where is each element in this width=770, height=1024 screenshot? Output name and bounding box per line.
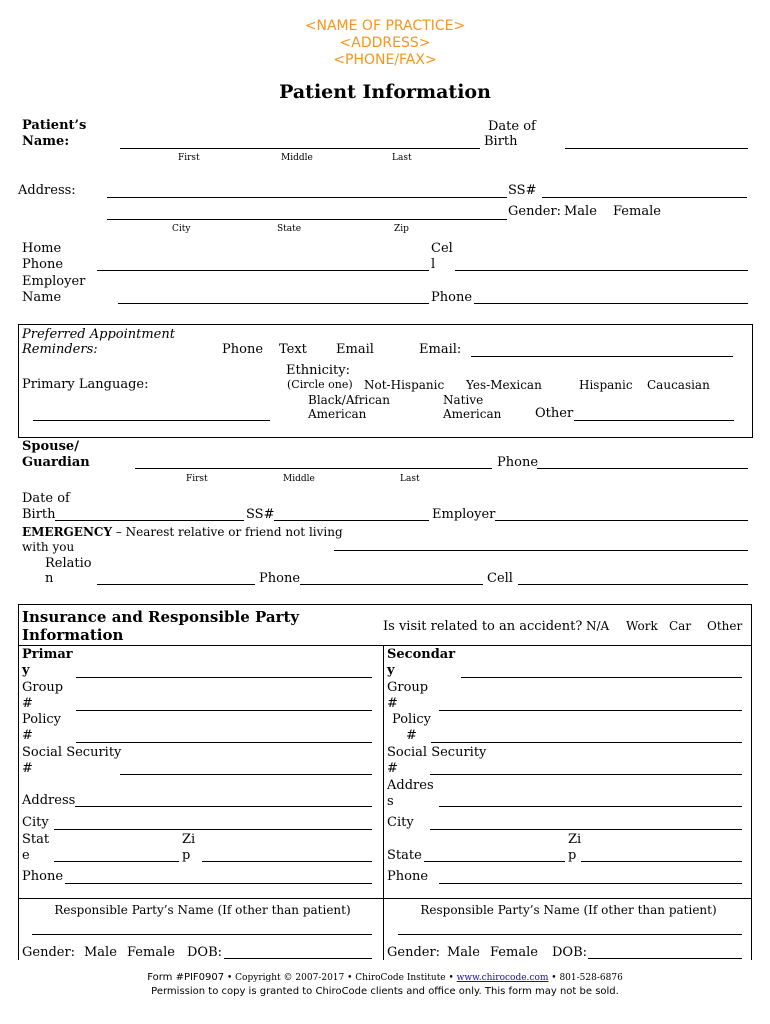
dob-label-2: Birth bbox=[484, 134, 518, 149]
primary-state-label: Stat bbox=[22, 832, 50, 847]
state-caption: State bbox=[277, 224, 302, 234]
patient-name-label-2: Name: bbox=[22, 134, 70, 149]
patient-name-field[interactable] bbox=[120, 148, 480, 149]
accident-question: Is visit related to an accident? bbox=[383, 619, 583, 634]
primary-ssn-label-2: # bbox=[22, 761, 33, 776]
home-phone-field[interactable] bbox=[97, 270, 429, 271]
address-label: Address: bbox=[18, 183, 76, 198]
secondary-dob-label: DOB: bbox=[552, 945, 588, 960]
accident-car-option[interactable]: Car bbox=[669, 619, 692, 633]
cell-label: Cel bbox=[431, 241, 453, 256]
email-field[interactable] bbox=[471, 356, 733, 357]
primary-zip-field[interactable] bbox=[202, 861, 372, 862]
primary-insurer-field[interactable] bbox=[76, 677, 372, 678]
secondary-ssn-label-2: # bbox=[387, 761, 398, 776]
primary-gender-label: Gender: bbox=[22, 945, 76, 960]
spouse-dob-label-2: Birth bbox=[22, 507, 56, 522]
ss-label: SS# bbox=[508, 183, 537, 198]
address-line-2[interactable] bbox=[107, 219, 507, 220]
primary-group-label: Group bbox=[22, 680, 64, 695]
ethnicity-black-african[interactable]: Black/African bbox=[308, 393, 390, 407]
zip-caption: Zip bbox=[394, 224, 409, 234]
ethnicity-native-american[interactable]: Native bbox=[443, 393, 484, 407]
language-field[interactable] bbox=[33, 420, 270, 421]
insurance-resp-divider bbox=[18, 898, 752, 899]
secondary-address-label-2: s bbox=[387, 794, 394, 809]
secondary-state-label: State bbox=[387, 848, 422, 863]
practice-phone-fax: <PHONE/FAX> bbox=[333, 52, 437, 68]
spouse-middle-caption: Middle bbox=[283, 474, 315, 484]
spouse-dob-field[interactable] bbox=[55, 520, 244, 521]
primary-gender-male[interactable]: Male bbox=[84, 945, 117, 960]
accident-na-option[interactable]: N/A bbox=[586, 619, 610, 633]
primary-policy-field[interactable] bbox=[76, 742, 372, 743]
cell-field[interactable] bbox=[455, 270, 748, 271]
primary-ssn-field[interactable] bbox=[120, 774, 372, 775]
secondary-group-field[interactable] bbox=[439, 710, 742, 711]
accident-other-option[interactable]: Other bbox=[707, 619, 743, 633]
emergency-heading: EMERGENCY – Nearest relative or friend not living bbox=[22, 525, 343, 539]
primary-address-label: Address bbox=[22, 793, 76, 808]
primary-address-field[interactable] bbox=[75, 806, 372, 807]
secondary-group-label: Group bbox=[387, 680, 429, 695]
last-caption: Last bbox=[392, 153, 412, 163]
primary-city-field[interactable] bbox=[54, 829, 372, 830]
middle-caption: Middle bbox=[281, 153, 313, 163]
primary-dob-label: DOB: bbox=[187, 945, 223, 960]
primary-dob-field[interactable] bbox=[224, 958, 372, 959]
spouse-phone-field[interactable] bbox=[537, 468, 748, 469]
employer-label: Employer bbox=[22, 274, 86, 289]
employer-label-2: Name bbox=[22, 290, 62, 305]
secondary-address-label: Addres bbox=[387, 778, 434, 793]
gender-male-option[interactable]: Male bbox=[564, 204, 597, 219]
first-caption: First bbox=[178, 153, 200, 163]
primary-policy-label-2: # bbox=[22, 728, 33, 743]
secondary-policy-label-2: # bbox=[406, 728, 417, 743]
dob-field[interactable] bbox=[565, 148, 748, 149]
primary-responsible-label: Responsible Party’s Name (If other than patient) bbox=[54, 903, 351, 917]
accident-work-option[interactable]: Work bbox=[626, 619, 658, 633]
email-label: Email: bbox=[419, 342, 462, 357]
spouse-label-2: Guardian bbox=[22, 455, 90, 470]
primary-zip-label: Zi bbox=[182, 832, 196, 847]
primary-group-label-2: # bbox=[22, 696, 33, 711]
ethnicity-other-field[interactable] bbox=[574, 420, 734, 421]
ss-field[interactable] bbox=[542, 197, 747, 198]
spouse-ss-field[interactable] bbox=[274, 520, 429, 521]
primary-heading-2: y bbox=[22, 663, 30, 678]
home-phone-label-2: Phone bbox=[22, 257, 64, 272]
emergency-cell-label: Cell bbox=[487, 571, 513, 586]
ethnicity-black-african-2[interactable]: American bbox=[308, 407, 367, 421]
relation-label: Relatio bbox=[45, 556, 92, 571]
emergency-phone-label: Phone bbox=[259, 571, 301, 586]
secondary-ssn-field[interactable] bbox=[430, 774, 742, 775]
employer-phone-field[interactable] bbox=[474, 303, 748, 304]
practice-address: <ADDRESS> bbox=[339, 35, 431, 51]
spouse-label: Spouse/ bbox=[22, 439, 79, 454]
secondary-zip-label: Zi bbox=[568, 832, 582, 847]
employer-field[interactable] bbox=[118, 303, 429, 304]
primary-responsible-field[interactable] bbox=[32, 934, 372, 935]
emergency-contact-field[interactable] bbox=[334, 550, 748, 551]
ethnicity-yes-mexican[interactable]: Yes-Mexican bbox=[466, 378, 542, 392]
practice-name: <NAME OF PRACTICE> bbox=[304, 18, 466, 34]
spouse-phone-label: Phone bbox=[497, 455, 539, 470]
gender-label: Gender: bbox=[508, 204, 562, 219]
secondary-zip-label-2: p bbox=[568, 848, 577, 863]
ethnicity-native-american-2[interactable]: American bbox=[443, 407, 502, 421]
emergency-phone-field[interactable] bbox=[300, 584, 483, 585]
spouse-first-caption: First bbox=[186, 474, 208, 484]
secondary-city-label: City bbox=[387, 815, 414, 830]
spouse-name-field[interactable] bbox=[135, 468, 492, 469]
primary-phone-label: Phone bbox=[22, 869, 64, 884]
secondary-gender-female[interactable]: Female bbox=[490, 945, 538, 960]
primary-policy-label: Policy bbox=[22, 712, 61, 727]
primary-group-field[interactable] bbox=[76, 710, 372, 711]
insurance-header-divider bbox=[18, 645, 752, 646]
secondary-ssn-label: Social Security bbox=[387, 745, 487, 760]
primary-city-label: City bbox=[22, 815, 49, 830]
insurance-title-2: Information bbox=[22, 626, 124, 644]
footer-website-link[interactable]: www.chirocode.com bbox=[456, 973, 549, 983]
secondary-responsible-label: Responsible Party’s Name (If other than patient) bbox=[420, 903, 717, 917]
city-caption: City bbox=[172, 224, 191, 234]
ethnicity-hispanic[interactable]: Hispanic bbox=[579, 378, 633, 392]
primary-state-field[interactable] bbox=[54, 861, 179, 862]
secondary-policy-field[interactable] bbox=[431, 742, 742, 743]
employer-phone-label: Phone bbox=[431, 290, 473, 305]
secondary-insurer-field[interactable] bbox=[461, 677, 742, 678]
primary-zip-label-2: p bbox=[182, 848, 191, 863]
cell-label-2: l bbox=[431, 257, 436, 272]
gender-female-option[interactable]: Female bbox=[613, 204, 661, 219]
ethnicity-label: Ethnicity: bbox=[286, 363, 351, 378]
footer-copyright: Form #PIF0907 • Copyright © 2007-2017 • ChiroCode Institute • www.chirocode.com • 801-528-6876 bbox=[147, 972, 623, 983]
page-title: Patient Information bbox=[279, 81, 491, 103]
circle-one-note: (Circle one) bbox=[287, 378, 353, 391]
insurance-title: Insurance and Responsible Party bbox=[22, 608, 300, 626]
secondary-group-label-2: # bbox=[387, 696, 398, 711]
emergency-heading-2: with you bbox=[22, 540, 75, 554]
secondary-heading-2: y bbox=[387, 663, 395, 678]
secondary-gender-label: Gender: bbox=[387, 945, 441, 960]
primary-gender-female[interactable]: Female bbox=[127, 945, 175, 960]
primary-state-label-2: e bbox=[22, 848, 30, 863]
secondary-responsible-field[interactable] bbox=[398, 934, 742, 935]
spouse-employer-field[interactable] bbox=[495, 520, 748, 521]
secondary-dob-field[interactable] bbox=[588, 958, 742, 959]
secondary-heading: Secondar bbox=[387, 647, 456, 662]
relation-label-2: n bbox=[45, 571, 54, 586]
address-line-1[interactable] bbox=[107, 197, 507, 198]
secondary-phone-label: Phone bbox=[387, 869, 429, 884]
footer-permission: Permission to copy is granted to ChiroCode clients and office only. This form may not be sold. bbox=[151, 986, 619, 997]
relation-field[interactable] bbox=[97, 584, 255, 585]
spouse-ss-label: SS# bbox=[246, 507, 275, 522]
ethnicity-caucasian[interactable]: Caucasian bbox=[647, 378, 710, 392]
ethnicity-other-label: Other bbox=[535, 406, 574, 421]
primary-ssn-label: Social Security bbox=[22, 745, 122, 760]
language-label: Primary Language: bbox=[22, 377, 149, 392]
ethnicity-not-hispanic[interactable]: Not-Hispanic bbox=[364, 378, 445, 392]
secondary-city-field[interactable] bbox=[430, 829, 742, 830]
dob-label: Date of bbox=[488, 119, 536, 134]
reminder-text-option[interactable]: Text bbox=[279, 342, 307, 357]
spouse-dob-label: Date of bbox=[22, 491, 70, 506]
reminder-phone-option[interactable]: Phone bbox=[222, 342, 264, 357]
reminders-label-2: Reminders: bbox=[22, 342, 98, 357]
secondary-gender-male[interactable]: Male bbox=[447, 945, 480, 960]
primary-heading: Primar bbox=[22, 647, 73, 662]
reminders-label: Preferred Appointment bbox=[22, 327, 175, 342]
home-phone-label: Home bbox=[22, 241, 62, 256]
primary-phone-field[interactable] bbox=[65, 883, 372, 884]
secondary-state-field[interactable] bbox=[424, 861, 565, 862]
spouse-last-caption: Last bbox=[400, 474, 420, 484]
secondary-zip-field[interactable] bbox=[581, 861, 742, 862]
secondary-policy-label: Policy bbox=[392, 712, 431, 727]
secondary-phone-field[interactable] bbox=[439, 883, 742, 884]
spouse-employer-label: Employer bbox=[432, 507, 496, 522]
insurance-column-divider bbox=[383, 645, 384, 960]
patient-name-label: Patient’s bbox=[22, 118, 87, 133]
emergency-cell-field[interactable] bbox=[518, 584, 748, 585]
reminder-email-option[interactable]: Email bbox=[336, 342, 374, 357]
secondary-address-field[interactable] bbox=[439, 806, 742, 807]
